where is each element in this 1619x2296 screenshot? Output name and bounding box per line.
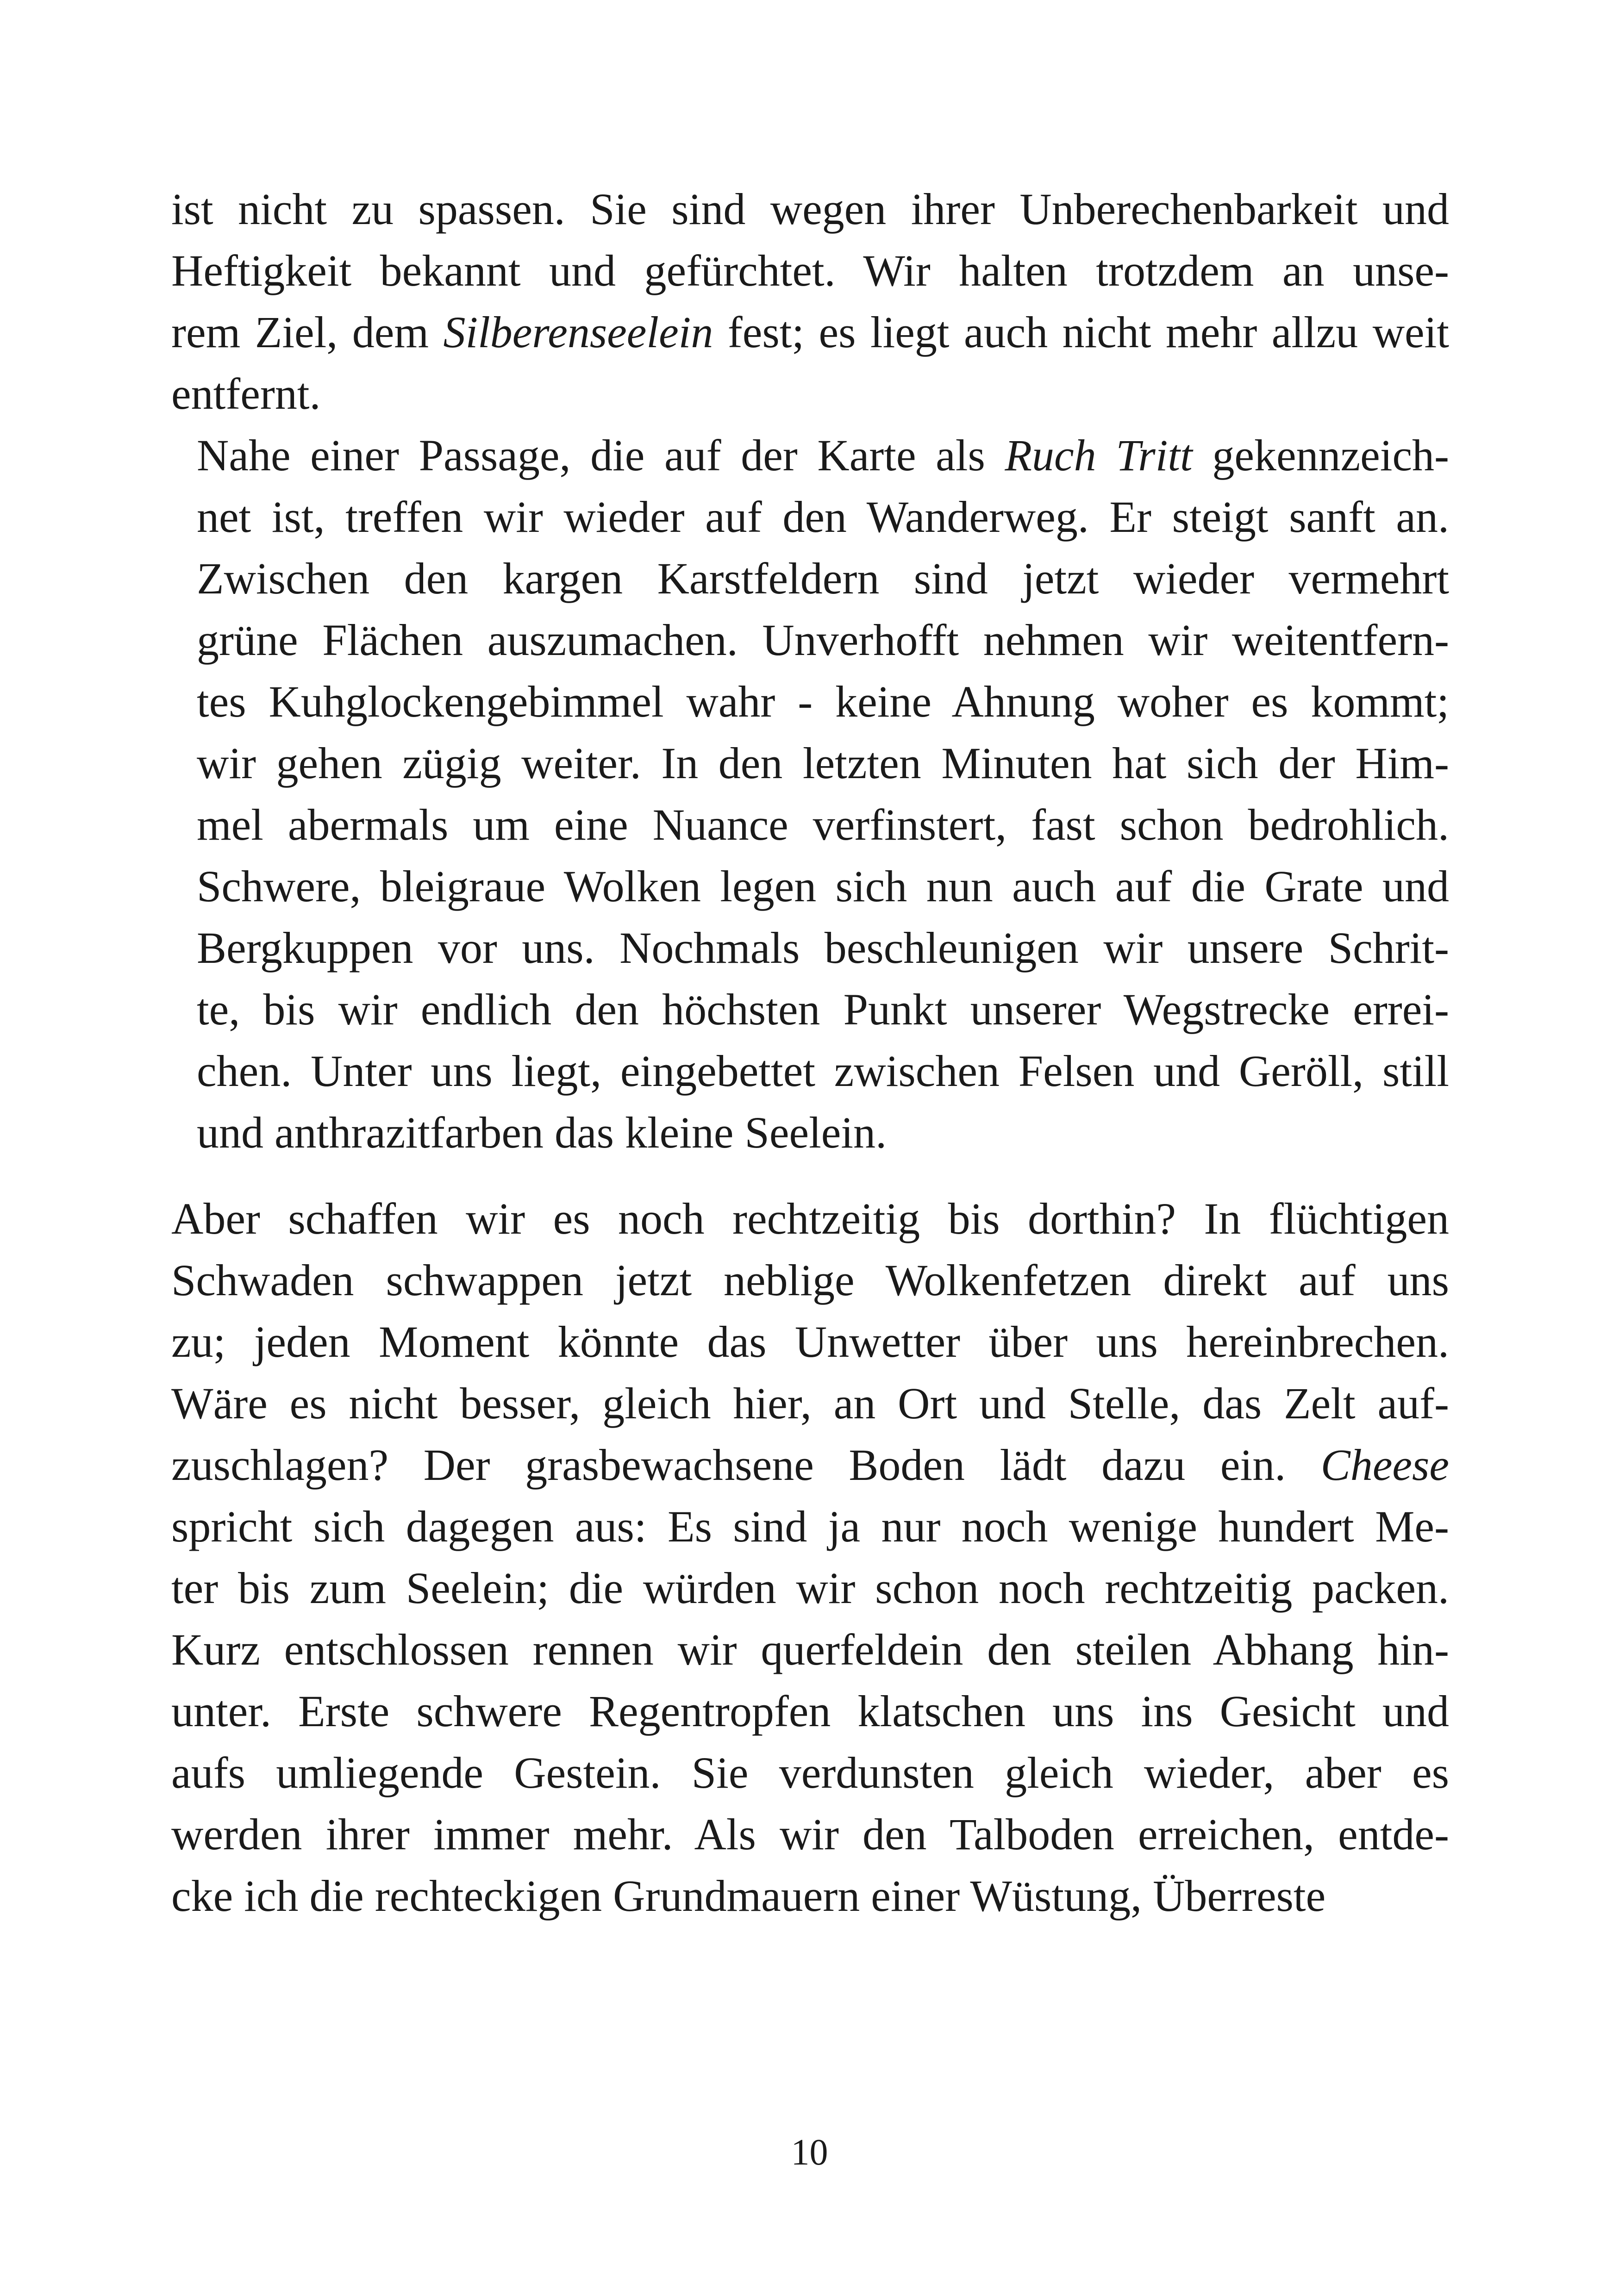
text-line: mel abermals um eine Nuance verfinstert, fast schon bedrohlich. — [197, 800, 1449, 849]
text-line: rem Ziel, dem Silberenseelein fest; es liegt auch nicht mehr allzu weit — [171, 307, 1450, 357]
italic-term: Ruch Tritt — [1005, 430, 1193, 480]
text-line: unter. Erste schwere Regentropfen klatschen uns ins Gesicht und — [171, 1686, 1449, 1736]
text-line: Wäre es nicht besser, gleich hier, an Ort und Stelle, das Zelt auf- — [171, 1379, 1449, 1428]
text-line: wir gehen zügig weiter. In den letzten Minuten hat sich der Him- — [197, 738, 1449, 788]
paragraph-gap — [171, 1163, 1449, 1188]
text-line: werden ihrer immer mehr. Als wir den Talboden erreichen, entde- — [171, 1809, 1449, 1859]
paragraph — [171, 1188, 1449, 1927]
text-line: ter bis zum Seelein; die würden wir schon noch rechtzeitig packen. — [171, 1563, 1449, 1613]
text-line: Schwaden schwappen jetzt neblige Wolkenfetzen direkt auf uns — [171, 1255, 1449, 1305]
italic-term: Cheese — [1320, 1440, 1449, 1490]
page-number: 10 — [791, 2132, 828, 2173]
body-text — [171, 178, 1449, 1927]
text-line: Heftigkeit bekannt und gefürchtet. Wir halten trotzdem an unse- — [171, 246, 1449, 295]
text-line: Schwere, bleigraue Wolken legen sich nun auch auf die Grate und — [197, 861, 1449, 911]
paragraph — [171, 178, 1449, 424]
text-line: Bergkuppen vor uns. Nochmals beschleunigen wir unsere Schrit- — [197, 923, 1449, 973]
text-line: net ist, treffen wir wieder auf den Wanderweg. Er steigt sanft an. — [197, 492, 1449, 542]
paragraph — [171, 424, 1449, 1163]
italic-term: Silberenseelein — [443, 307, 713, 357]
text-line: Kurz entschlossen rennen wir querfeldein den steilen Abhang hin- — [171, 1625, 1449, 1674]
text-line: zuschlagen? Der grasbewachsene Boden lädt dazu ein. Cheese — [171, 1440, 1449, 1490]
text-line: und anthrazitfarben das kleine Seelein. — [197, 1108, 887, 1157]
text-line: chen. Unter uns liegt, eingebettet zwischen Felsen und Geröll, still — [197, 1046, 1449, 1096]
text-line: Zwischen den kargen Karstfeldern sind jetzt wieder vermehrt — [197, 554, 1449, 603]
text-line: cke ich die rechteckigen Grundmauern einer Wüstung, Überreste — [171, 1871, 1326, 1921]
text-line: spricht sich dagegen aus: Es sind ja nur noch wenige hundert Me- — [171, 1502, 1449, 1551]
text-line: Aber schaffen wir es noch rechtzeitig bis dorthin? In flüchtigen — [171, 1194, 1449, 1243]
text-line: tes Kuhglockengebimmel wahr - keine Ahnung woher es kommt; — [197, 677, 1449, 726]
text-line: ist nicht zu spassen. Sie sind wegen ihrer Unberechenbarkeit und — [171, 184, 1449, 234]
text-line: grüne Flächen auszumachen. Unverhofft nehmen wir weitentfern- — [197, 615, 1449, 665]
text-line: Nahe einer Passage, die auf der Karte als Ruch Tritt gekennzeich- — [197, 430, 1450, 480]
text-line: aufs umliegende Gestein. Sie verdunsten gleich wieder, aber es — [171, 1748, 1449, 1797]
text-line: zu; jeden Moment könnte das Unwetter über uns hereinbrechen. — [171, 1317, 1449, 1366]
text-line: entfernt. — [171, 369, 321, 418]
text-line: te, bis wir endlich den höchsten Punkt unserer Wegstrecke errei- — [197, 985, 1449, 1034]
